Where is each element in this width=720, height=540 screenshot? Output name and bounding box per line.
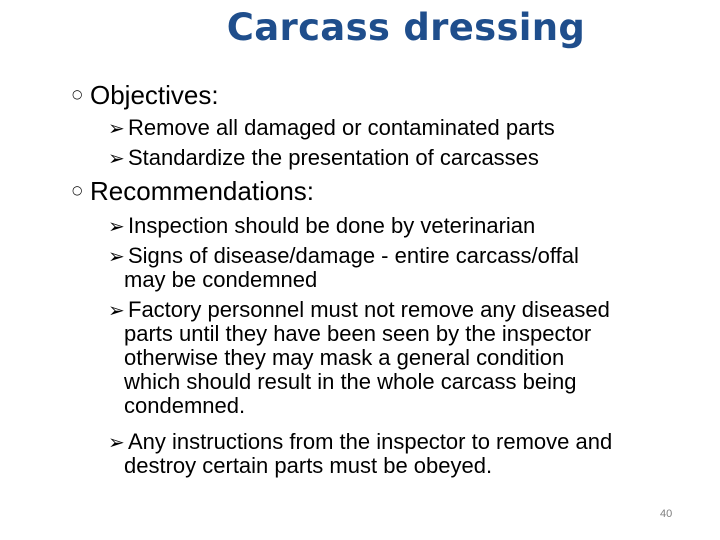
arrow-bullet-icon: ➢ bbox=[108, 116, 125, 140]
item-text: Factory personnel must not remove any diseased bbox=[128, 297, 610, 322]
slide-title: Carcass dressing bbox=[226, 6, 586, 49]
recommendations-heading bbox=[72, 176, 314, 208]
item-text: Inspection should be done by veterinarian bbox=[128, 213, 536, 238]
arrow-bullet-icon: ➢ bbox=[108, 146, 125, 170]
item-text-continued: parts until they have been seen by the inspector bbox=[124, 321, 592, 346]
arrow-bullet-icon: ➢ bbox=[108, 244, 125, 268]
arrow-bullet-icon: ➢ bbox=[108, 214, 125, 238]
objectives-item bbox=[108, 146, 708, 170]
item-text-continued: which should result in the whole carcass being bbox=[124, 369, 577, 394]
item-text: Any instructions from the inspector to remove and bbox=[128, 429, 613, 454]
item-text-continued: destroy certain parts must be obeyed. bbox=[124, 453, 493, 478]
recommendations-item bbox=[108, 244, 708, 292]
circle-bullet-icon: ○ bbox=[72, 183, 83, 198]
objectives-heading bbox=[72, 80, 219, 112]
recommendations-item bbox=[108, 298, 708, 418]
item-text-continued: otherwise they may mask a general condition bbox=[124, 345, 565, 370]
item-text: Standardize the presentation of carcasses bbox=[128, 145, 539, 170]
item-text: Remove all damaged or contaminated parts bbox=[128, 115, 555, 140]
item-text-continued: may be condemned bbox=[124, 267, 318, 292]
objectives-heading-label: Objectives: bbox=[90, 80, 219, 110]
objectives-item bbox=[108, 116, 708, 140]
circle-bullet-icon: ○ bbox=[72, 87, 83, 102]
page-number: 40 bbox=[660, 508, 673, 520]
recommendations-heading-label: Recommendations: bbox=[90, 176, 314, 206]
arrow-bullet-icon: ➢ bbox=[108, 430, 125, 454]
recommendations-item bbox=[108, 430, 708, 478]
recommendations-item bbox=[108, 214, 708, 238]
item-text: Signs of disease/damage - entire carcass/offal bbox=[128, 243, 579, 268]
item-text-continued: condemned. bbox=[124, 393, 246, 418]
arrow-bullet-icon: ➢ bbox=[108, 298, 125, 322]
